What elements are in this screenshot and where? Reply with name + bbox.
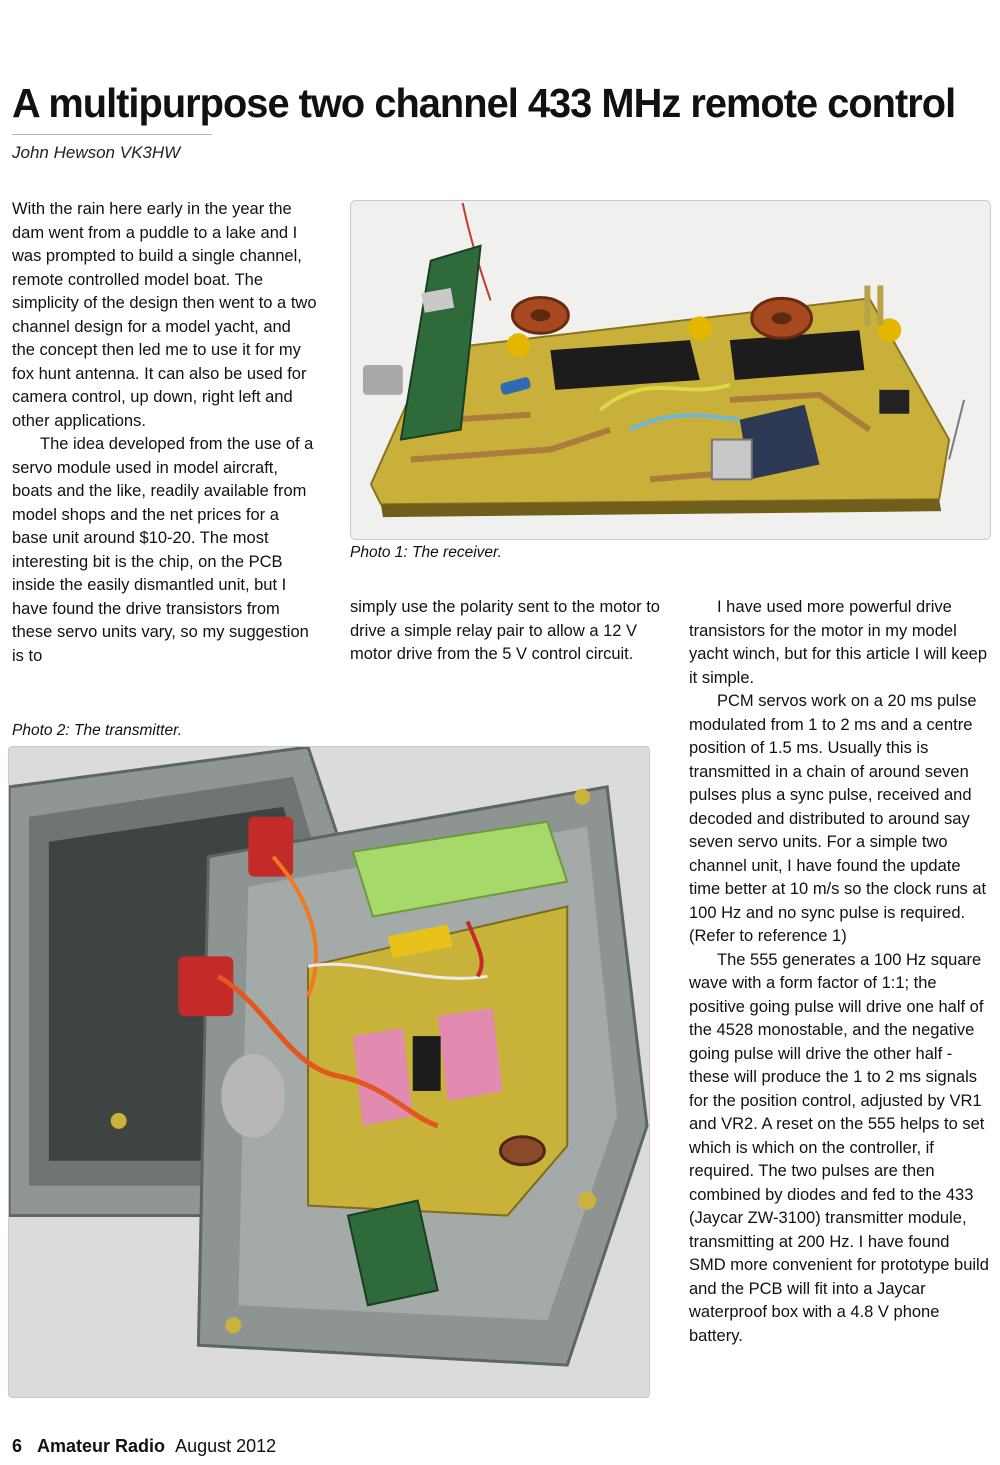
title-rule [12, 134, 212, 135]
article-title: A multipurpose two channel 433 MHz remote control [12, 80, 956, 126]
page-footer [12, 1436, 276, 1457]
paragraph: The idea developed from the use of a servo module used in model aircraft, boats and the like, readily available from model shops and the net prices for a base unit around $10-20. The most interesting bit is the chip, on the PCB inside the easily dismantled unit, but I have found the drive transistors from these servo units vary, so my suggestion is to [12, 435, 314, 665]
magazine-name: Amateur Radio [37, 1436, 166, 1456]
text-column-1 [12, 198, 318, 668]
paragraph: I have used more powerful drive transistors for the motor in my model yacht winch, but for this article I will keep it simple. [689, 598, 988, 687]
photo-2-caption: Photo 2: The transmitter. [12, 722, 183, 739]
photo-1-caption: Photo 1: The receiver. [350, 544, 502, 561]
paragraph: With the rain here early in the year the dam went from a puddle to a lake and I was prompted to build a single channel, remote controlled model boat. The simplicity of the design then went to a two channel design for a model yacht, and the concept then led me to use it for my fox hunt antenna. It can also be used for camera control, up down, right left and other applications. [12, 200, 317, 430]
transmitter-photo [8, 746, 650, 1398]
page-number: 6 [12, 1436, 23, 1456]
issue-date: August 2012 [175, 1436, 277, 1456]
paragraph: PCM servos work on a 20 ms pulse modulated from 1 to 2 ms and a centre position of 1.5 ms. Usually this is transmitted in a chain of around seven pulses plus a sync pulse, received and decoded and distributed to around say seven servo units. For a simple two channel unit, I have found the update time better at 10 m/s so the clock runs at 100 Hz and no sync pulse is required. (Refer to reference 1) [689, 692, 987, 945]
author-byline: John Hewson VK3HW [12, 143, 181, 162]
paragraph: The 555 generates a 100 Hz square wave with a form factor of 1:1; the positive going pulse will drive one half of the 4528 monostable, and the negative going pulse will drive the other half - these will produce the 1 to 2 ms signals for the position control, adjusted by VR1 and VR2. A reset on the 555 helps to set which is which on the controller, if required. The two pulses are then combined by diodes and fed to the 433 (Jaycar ZW-3100) transmitter module, transmitting at 200 Hz. I have found SMD more convenient for prototype build and the PCB will fit into a Jaycar waterproof box with a 4.8 V phone battery. [689, 950, 989, 1345]
text-column-2 [350, 596, 660, 667]
text-column-3 [689, 596, 989, 1348]
receiver-photo [350, 200, 991, 540]
paragraph: simply use the polarity sent to the motor to drive a simple relay pair to allow a 12 V motor drive from the 5 V control circuit. [350, 598, 660, 663]
